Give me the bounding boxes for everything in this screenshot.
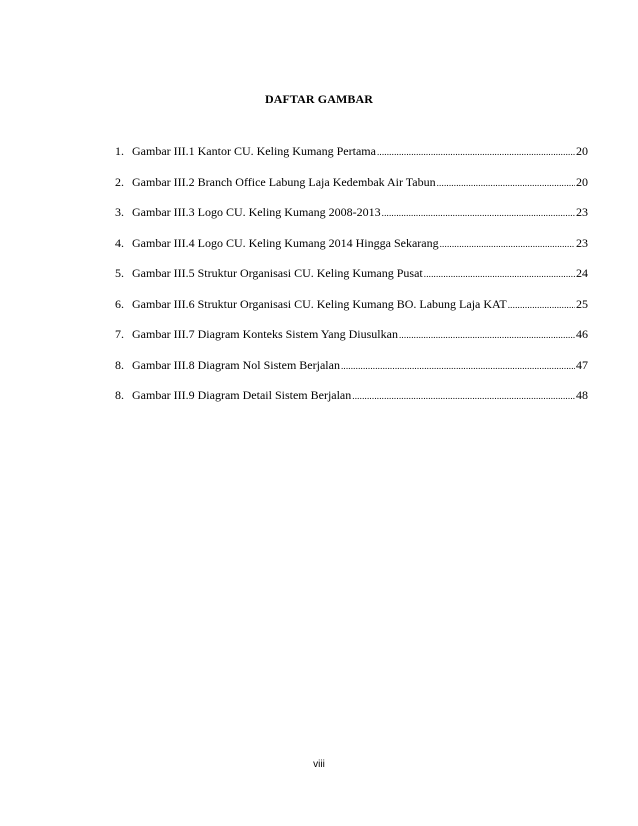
dot-leader — [399, 326, 575, 345]
entry-label: Gambar III.6 Struktur Organisasi CU. Keling Kumang BO. Labung Laja KAT — [132, 296, 507, 311]
entry-page: 25 — [576, 296, 588, 311]
dot-leader — [437, 174, 575, 193]
entry-page: 46 — [576, 327, 588, 341]
list-item — [115, 264, 588, 283]
entry-page: 48 — [576, 388, 588, 402]
list-item — [115, 234, 588, 253]
list-item — [115, 295, 588, 314]
entry-number: 6. — [115, 296, 124, 311]
list-item — [115, 142, 588, 161]
dot-leader — [440, 235, 575, 254]
page-title: DAFTAR GAMBAR — [264, 92, 374, 106]
entry-label: Gambar III.1 Kantor CU. Keling Kumang Pertama — [132, 144, 376, 158]
list-item — [115, 386, 588, 405]
entry-number: 7. — [115, 327, 124, 341]
entry-page: 20 — [576, 144, 588, 158]
entry-number: 3. — [115, 205, 124, 219]
entry-label: Gambar III.5 Struktur Organisasi CU. Keling Kumang Pusat — [132, 266, 423, 280]
entry-page: 23 — [576, 205, 588, 219]
entry-number: 5. — [115, 266, 124, 280]
entry-label: Gambar III.9 Diagram Detail Sistem Berjalan — [132, 388, 352, 402]
dot-leader — [382, 204, 575, 223]
entry-label: Gambar III.3 Logo CU. Keling Kumang 2008-2013 — [132, 205, 381, 219]
entry-label: Gambar III.2 Branch Office Labung Laja Kedembak Air Tabun — [132, 174, 436, 189]
entry-label: Gambar III.8 Diagram Nol Sistem Berjalan — [132, 357, 340, 372]
list-item — [115, 356, 588, 375]
figure-list — [115, 142, 588, 417]
dot-leader — [352, 387, 575, 406]
dot-leader — [377, 143, 575, 162]
entry-number: 4. — [115, 235, 124, 250]
list-item — [115, 325, 588, 344]
entry-number: 2. — [115, 174, 124, 189]
entry-number: 8. — [115, 357, 124, 372]
dot-leader — [424, 265, 575, 284]
entry-page: 23 — [576, 235, 588, 250]
entry-page: 20 — [576, 174, 588, 189]
dot-leader — [341, 357, 575, 376]
entry-page: 47 — [576, 357, 588, 372]
entry-page: 24 — [576, 266, 588, 280]
dot-leader — [508, 296, 575, 315]
list-item — [115, 173, 588, 192]
list-item — [115, 203, 588, 222]
entry-label: Gambar III.7 Diagram Konteks Sistem Yang Diusulkan — [132, 327, 398, 341]
entry-number: 8. — [115, 388, 124, 402]
entry-label: Gambar III.4 Logo CU. Keling Kumang 2014 Hingga Sekarang — [132, 235, 439, 250]
entry-number: 1. — [115, 144, 124, 158]
page-number: viii — [313, 759, 325, 770]
